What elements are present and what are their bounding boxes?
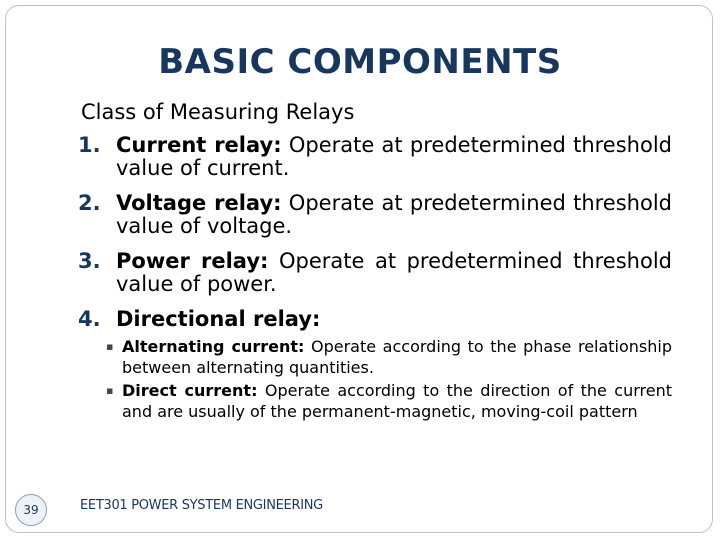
bullet-icon: ▪ (106, 340, 114, 353)
sub-item-term: Alternating current: (122, 337, 305, 356)
item-text: Operate at predetermined threshold value of voltage. (116, 191, 672, 238)
list-item (78, 134, 672, 180)
item-term: Power relay: (116, 249, 269, 273)
relay-list (78, 134, 672, 343)
item-number: 4. (78, 307, 101, 331)
sub-list-item (98, 380, 672, 422)
slide-subtitle: Class of Measuring Relays (81, 100, 355, 124)
item-number: 2. (78, 191, 101, 215)
bullet-icon: ▪ (106, 384, 114, 397)
slide-title: BASIC COMPONENTS (158, 42, 562, 82)
sub-item-term: Direct current: (122, 381, 258, 400)
list-item (78, 250, 672, 296)
sub-item-text: Operate according to the phase relationship between alternating quantities. (122, 337, 673, 377)
item-term: Directional relay: (116, 307, 321, 331)
list-item (78, 308, 672, 331)
item-term: Voltage relay: (116, 191, 282, 215)
item-text: Operate at predetermined threshold value of power. (116, 249, 672, 296)
list-item (78, 192, 672, 238)
item-number: 3. (78, 249, 101, 273)
page-number: 39 (15, 494, 47, 526)
footer-text: EET301 POWER SYSTEM ENGINEERING (80, 498, 323, 513)
directional-sublist (98, 336, 672, 424)
sub-list-item (98, 336, 672, 378)
item-text: Operate at predetermined threshold value of current. (116, 133, 672, 180)
item-number: 1. (78, 133, 101, 157)
item-term: Current relay: (116, 133, 282, 157)
sub-item-text: Operate according to the direction of the current and are usually of the permanent-magnetic, moving-coil pattern (122, 381, 673, 421)
